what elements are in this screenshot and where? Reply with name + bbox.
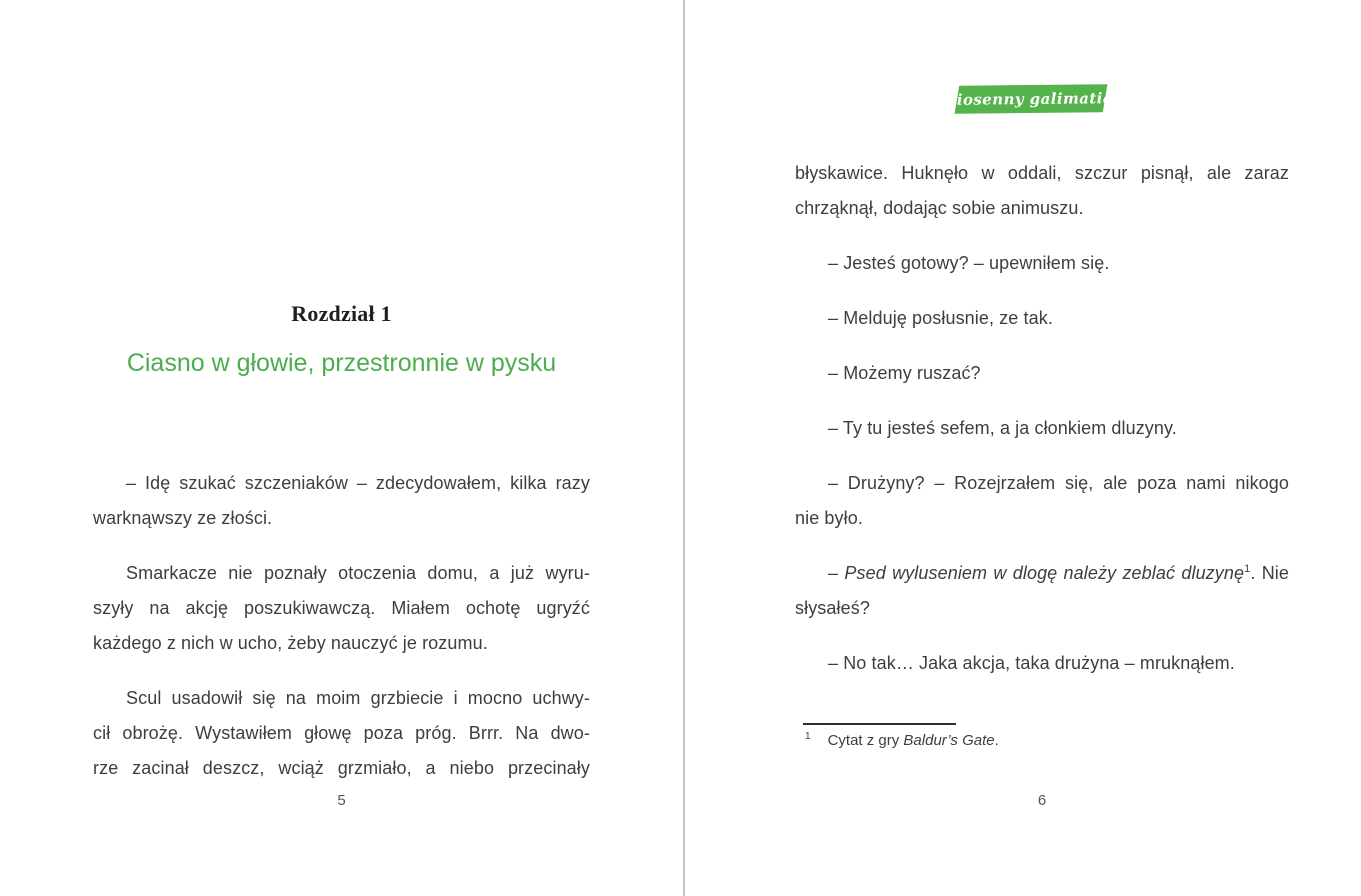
body-line: warknąwszy ze złości. <box>93 508 273 528</box>
body-line: – Drużyny? – Rozejrzałem się, ale poza nami nikogo <box>828 473 1289 493</box>
paragraph <box>93 681 590 786</box>
body-line: – Idę szukać szczeniaków – zdecydowałem, kilka razy <box>126 473 590 493</box>
paragraph <box>795 301 1289 336</box>
quote-dash: – <box>828 563 845 583</box>
paragraph <box>795 646 1289 681</box>
quote-after-text: . Nie <box>1250 563 1290 583</box>
body-line <box>795 556 1289 591</box>
body-line: – Jesteś gotowy? – upewniłem się. <box>828 253 1110 273</box>
body-line: – No tak… Jaka akcja, taka drużyna – mruknąłem. <box>828 653 1235 673</box>
body-line: szyły na akcję poszukiwawczą. Miałem ochotę ugryźć <box>93 598 590 618</box>
footnote-marker: 1 <box>805 731 811 742</box>
body-line: Scul usadowił się na moim grzbiecie i mocno uchwy- <box>126 688 590 708</box>
footnote-text: Cytat z gry <box>827 732 904 749</box>
chapter-title: Ciasno w głowie, przestronnie w pysku <box>126 349 557 377</box>
body-line: – Ty tu jesteś sefem, a ja cłonkiem dluzyny. <box>828 418 1177 438</box>
body-line: rze zacinał deszcz, wciąż grzmiało, a niebo przecinały <box>93 758 590 778</box>
body-line: słysałeś? <box>795 598 870 618</box>
body-line: błyskawice. Huknęło w oddali, szczur pisnął, ale zaraz <box>795 163 1289 183</box>
body-line: – Melduję posłusnie, ze tak. <box>828 308 1053 328</box>
footnote-source: Baldur’s Gate <box>903 732 995 749</box>
footnote <box>805 729 999 753</box>
right-page <box>795 0 1289 896</box>
chapter-number-heading: Rozdział 1 <box>291 301 392 326</box>
body-line: – Możemy ruszać? <box>828 363 981 383</box>
right-page-body <box>795 156 1289 701</box>
body-line: Smarkacze nie poznały otoczenia domu, a już wyru- <box>126 563 590 583</box>
quote-italic-text: Psed wyluseniem w dlogę należy zeblać dluzynę <box>844 563 1245 583</box>
left-page <box>93 0 590 896</box>
paragraph <box>93 556 590 661</box>
footnote-suffix: . <box>994 732 999 749</box>
page-number-right: 6 <box>1037 792 1047 809</box>
body-line: chrząknął, dodając sobie animuszu. <box>795 198 1084 218</box>
footnote-reference: 1 <box>1244 563 1251 575</box>
body-line: każdego z nich w ucho, żeby nauczyć je rozumu. <box>93 633 488 653</box>
paragraph-quote <box>795 556 1289 626</box>
paragraph <box>795 156 1289 226</box>
paragraph <box>93 466 590 536</box>
body-line: nie było. <box>795 508 863 528</box>
footnote-rule <box>803 723 956 725</box>
paragraph <box>795 466 1289 536</box>
page-number-left: 5 <box>337 792 346 809</box>
body-line: cił obrożę. Wystawiłem głowę poza próg. Brrr. Na dwo- <box>93 723 590 743</box>
left-page-body <box>93 466 590 806</box>
chapter-badge <box>939 84 1123 114</box>
paragraph <box>795 411 1289 446</box>
paragraph <box>795 356 1289 391</box>
chapter-badge-label: Wiosenny galimatias <box>939 89 1123 109</box>
paragraph <box>795 246 1289 281</box>
page-divider <box>683 0 685 896</box>
